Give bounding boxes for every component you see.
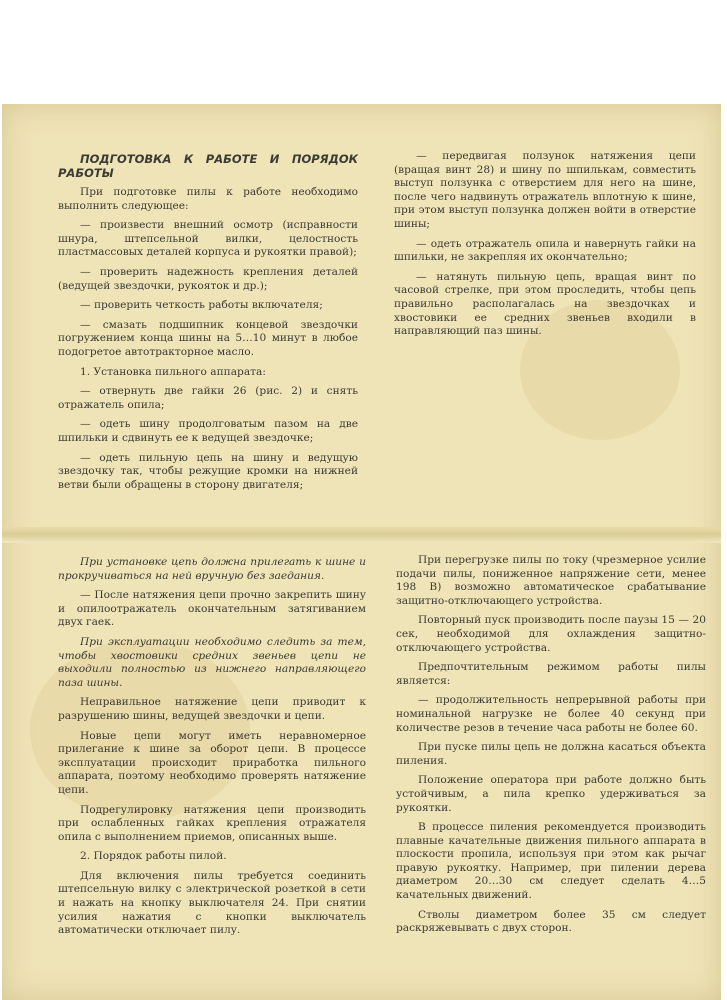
paragraph: Стволы диаметром более 35 см следует раскряжевывать с двух сторон. xyxy=(396,908,706,935)
paragraph: Подрегулировку натяжения цепи производить при ослабленных гайках крепления отражателя опила с выполнением приемов, описанных выше. xyxy=(58,803,366,843)
paragraph: — произвести внешний осмотр (исправности шнура, штепсельной вилки, целостность пластмассовых деталей корпуса и рукоятки правой); xyxy=(58,219,358,259)
top-right-column xyxy=(394,150,696,345)
paragraph: — продолжительность непрерывной работы при номинальной нагрузке не более 40 секунд при количестве резов в течение часа работы не более 60. xyxy=(396,694,706,734)
paragraph: 1. Установка пильного аппарата: xyxy=(80,365,266,378)
paragraph: В процессе пиления рекомендуется производить плавные качательные движения пильного аппарата в плоскости пропила, используя при этом как рычаг правую рукоятку. Например, при пилении дерева диаметром 20…30 см следует сделать 4…5 качательных движений. xyxy=(396,821,706,902)
paragraph: — проверить четкость работы включателя; xyxy=(80,299,323,312)
paragraph: — смазать подшипник концевой звездочки погружением конца шины на 5…10 минут в любое подогретое автотракторное масло. xyxy=(58,318,358,358)
paragraph: При установке цепь должна прилегать к шине и прокручиваться на ней вручную без заедания. xyxy=(58,556,366,582)
paragraph: При перегрузке пилы по току (чрезмерное усилие подачи пилы, пониженное напряжение сети, менее 198 В) возможно автоматическое срабатывание защитно-отключающего устройства. xyxy=(396,554,706,607)
bottom-right-column xyxy=(396,554,706,942)
paragraph: Новые цепи могут иметь неравномерное прилегание к шине за оборот цепи. В процессе эксплуатации происходит приработка пильного аппарата, поэтому необходимо проверять натяжение цепи. xyxy=(58,729,366,796)
paragraph: — проверить надежность крепления деталей (ведущей звездочки, рукояток и др.); xyxy=(58,265,358,292)
paragraph: — отвернуть две гайки 26 (рис. 2) и снять отражатель опила; xyxy=(58,385,358,411)
paragraph: Предпочтительным режимом работы пилы является: xyxy=(396,661,706,687)
paragraph: 2. Порядок работы пилой. xyxy=(80,850,227,863)
paragraph: При подготовке пилы к работе необходимо выполнить следующее: xyxy=(58,186,358,212)
paragraph: — натянуть пильную цепь, вращая винт по часовой стрелке, при этом проследить, чтобы цепь правильно располагалась на звездочках и хвостовики ее средних звеньев входили в направляющий паз шины. xyxy=(394,270,696,338)
top-left-column xyxy=(58,152,358,498)
paragraph: Для включения пилы требуется соединить штепсельную вилку с электрической розеткой в сети и нажать на кнопку выключателя 24. При снятии усилия нажатия с кнопки выключатель автоматически отключает пилу. xyxy=(58,869,366,937)
paragraph: — одеть пильную цепь на шину и ведущую звездочку так, чтобы режущие кромки на нижней ветви были обращены в сторону двигателя; xyxy=(58,451,358,491)
paragraph: При эксплуатации необходимо следить за тем, чтобы хвостовики средних звеньев цепи не выходили полностью из нижнего направляющего паза шины. xyxy=(58,635,366,689)
bottom-left-column xyxy=(58,556,366,944)
section-title: ПОДГОТОВКА К РАБОТЕ И ПОРЯДОК РАБОТЫ xyxy=(58,152,358,180)
paragraph: Положение оператора при работе должно быть устойчивым, а пила крепко удерживаться за рукоятки. xyxy=(396,774,706,814)
paragraph: — одеть шину продолговатым пазом на две шпильки и сдвинуть ее к ведущей звездочке; xyxy=(58,418,358,444)
paragraph: Повторный пуск производить после паузы 15 — 20 сек, необходимой для охлаждения защитно-отключающего устройства. xyxy=(396,614,706,654)
paragraph: — одеть отражатель опила и навернуть гайки на шпильки, не закрепляя их окончательно; xyxy=(394,237,696,264)
paragraph: Неправильное натяжение цепи приводит к разрушению шины, ведущей звездочки и цепи. xyxy=(58,696,366,722)
paragraph: При пуске пилы цепь не должна касаться объекта пиления. xyxy=(396,741,706,767)
paper-fold xyxy=(2,527,721,543)
paragraph: — передвигая ползунок натяжения цепи (вращая винт 28) и шину по шпилькам, совместить выступ ползунка с отверстием для него на шине, после чего надвинуть отражатель вплотную к шине, при этом выступ ползунка должен войти в отверстие шины; xyxy=(394,150,696,230)
paragraph: — После натяжения цепи прочно закрепить шину и опилоотражатель окончательным затягиванием двух гаек. xyxy=(58,589,366,629)
